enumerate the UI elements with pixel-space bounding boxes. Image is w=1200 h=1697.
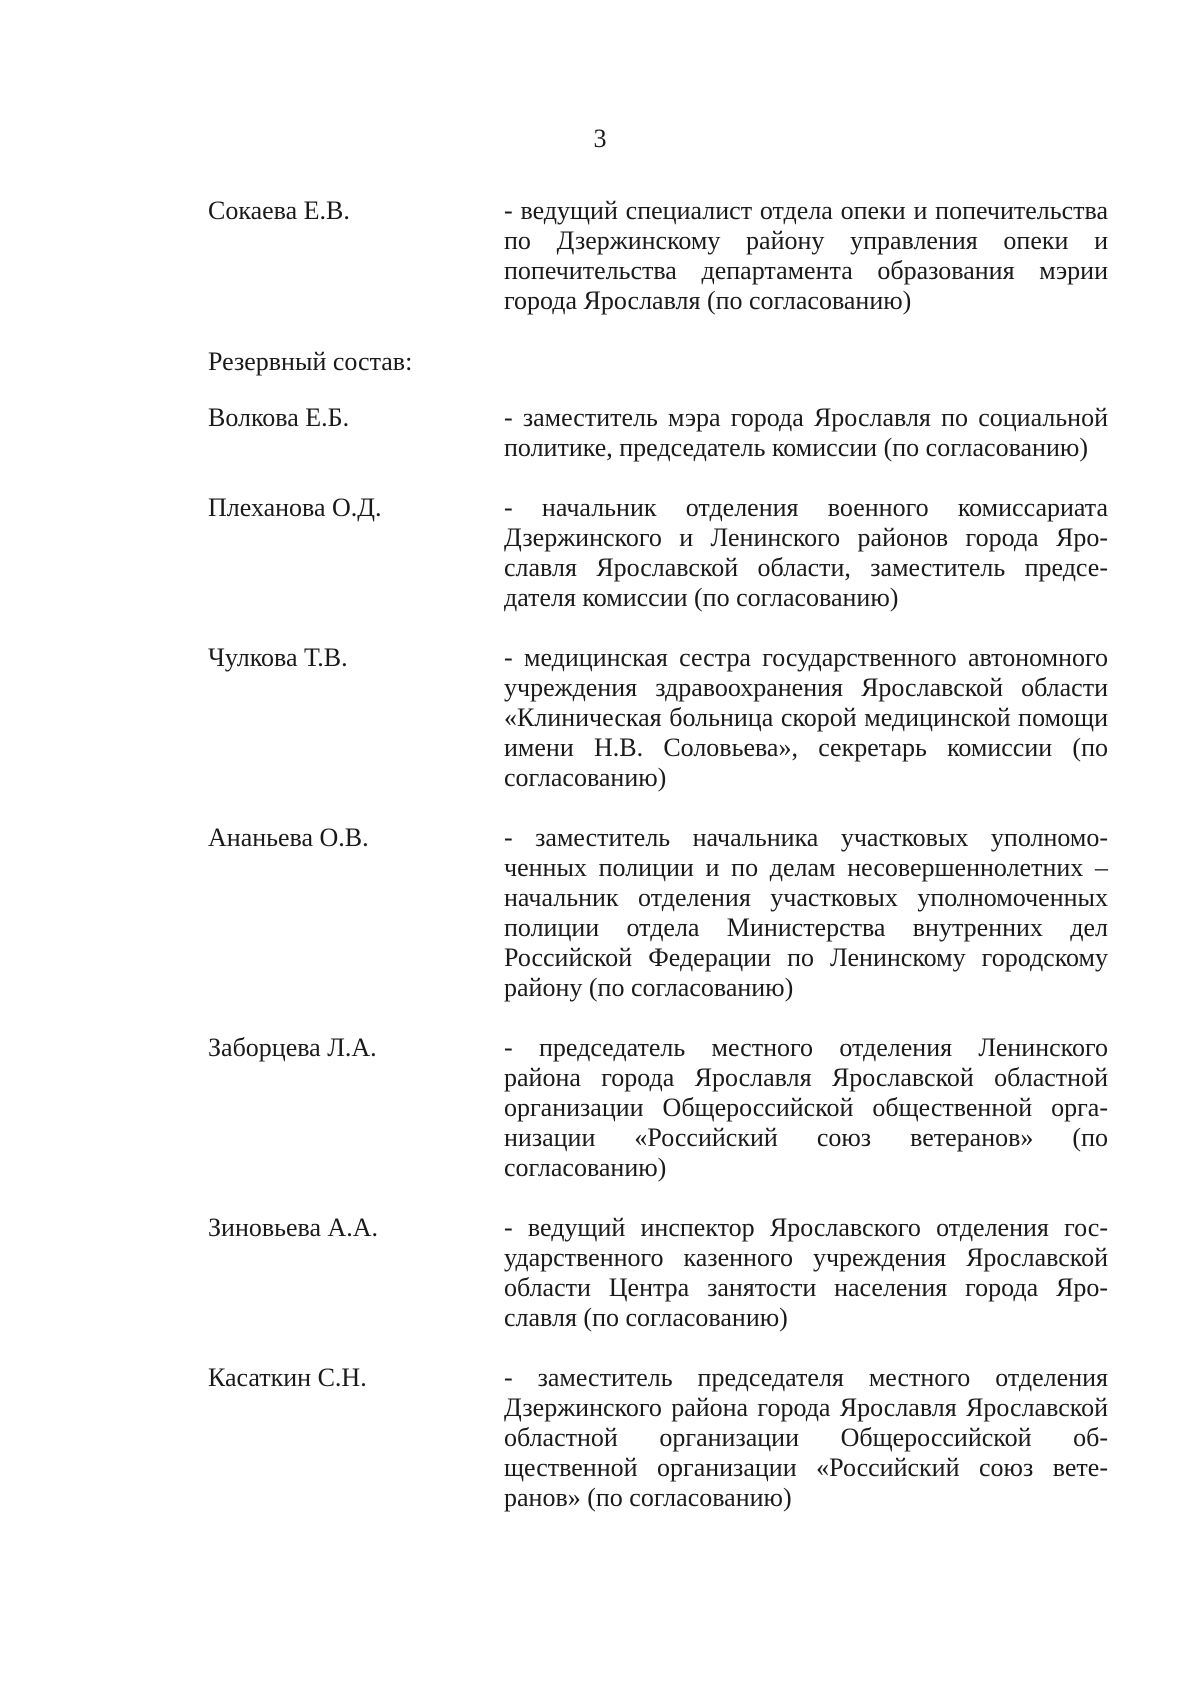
- member-entry: [208, 493, 1108, 613]
- reserve-heading: Резервный состав:: [208, 347, 413, 376]
- member-name: Чулкова Т.В.: [208, 643, 348, 672]
- reserve-member-list: [208, 403, 1108, 1543]
- member-entry: [208, 1363, 1108, 1513]
- page-number: 3: [593, 124, 607, 153]
- member-name: Зиновьева А.А.: [208, 1213, 379, 1242]
- member-position: - ведущий специалист отдела опеки и попечительства по Дзержинскому району управления опеки и попечительства департамента образования мэрии города Ярославля (по согласованию): [504, 196, 1108, 315]
- member-entry: [208, 1213, 1108, 1333]
- member-entry: [208, 1033, 1108, 1183]
- member-position: - председатель местного отделения Ленинского района города Ярославля Ярославской областной организации Общероссийской общественной организации «Российский союз ветеранов» (по согласованию): [504, 1033, 1108, 1182]
- member-position: - медицинская сестра государственного автономного учреждения здравоохранения Ярославской области «Клиническая больница скорой медицинской помощи имени Н.В. Соловьева», секретарь комиссии (по согласованию): [504, 643, 1108, 792]
- member-entry: [208, 823, 1108, 1003]
- member-name: Заборцева Л.А.: [208, 1033, 377, 1062]
- member-entry: [208, 643, 1108, 793]
- member-position: - ведущий инспектор Ярославского отделения государственного казенного учреждения Ярославской области Центра занятости населения города Ярославля (по согласованию): [504, 1213, 1108, 1332]
- member-name: Ананьева О.В.: [208, 823, 369, 852]
- member-name: Сокаева Е.В.: [208, 196, 350, 225]
- member-position: - заместитель мэра города Ярославля по социальной политике, председатель комиссии (по согласованию): [504, 403, 1108, 462]
- member-position: - заместитель начальника участковых уполномоченных полиции и по делам несовершеннолетних – начальник отделения участковых уполномоченных полиции отдела Министерства внутренних дел Российской Федерации по Ленинскому городскому району (по согласованию): [504, 823, 1108, 1002]
- member-position: - заместитель председателя местного отделения Дзержинского района города Ярославля Ярославской областной организации Общероссийской общественной организации «Российский союз ветеранов» (по согласованию): [504, 1363, 1108, 1512]
- member-entry: [208, 196, 1108, 316]
- member-name: Плеханова О.Д.: [208, 493, 382, 522]
- member-name: Касаткин С.Н.: [208, 1363, 367, 1392]
- member-position: - начальник отделения военного комиссариата Дзержинского и Ленинского районов города Ярославля Ярославской области, заместитель председателя комиссии (по согласованию): [504, 493, 1108, 612]
- member-entry: [208, 403, 1108, 463]
- member-name: Волкова Е.Б.: [208, 403, 350, 432]
